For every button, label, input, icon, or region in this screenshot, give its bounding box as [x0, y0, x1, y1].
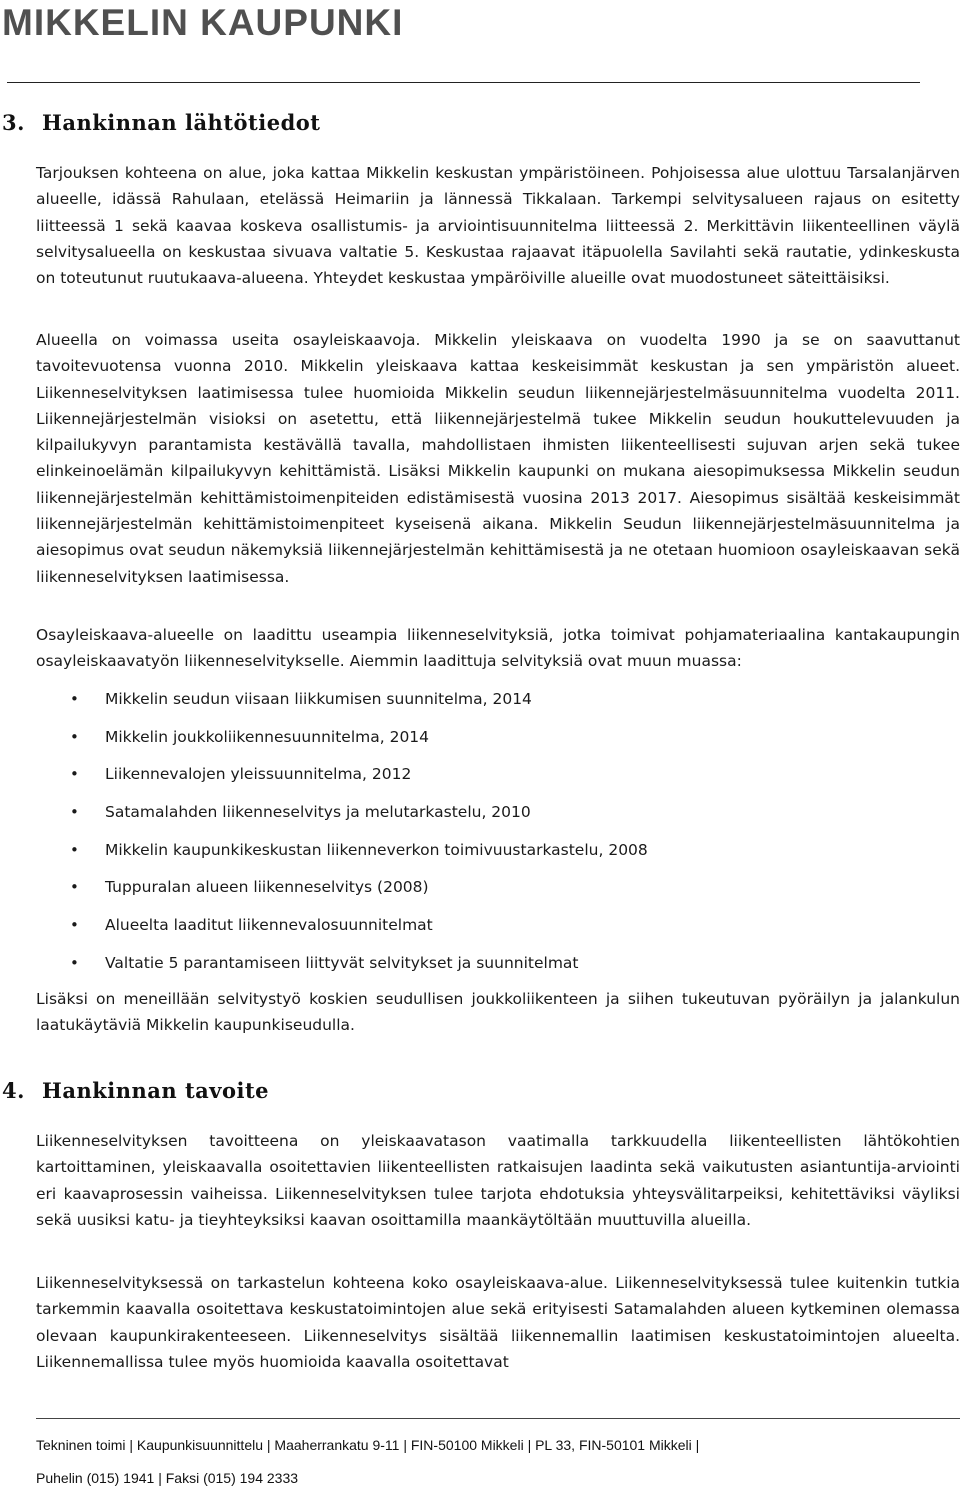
list-item: • Liikennevalojen yleissuunnitelma, 2012: [0, 756, 900, 794]
bullet-icon: •: [70, 840, 79, 859]
paragraph: Liikenneselvityksessä on tarkastelun kohteena koko osayleiskaava-alue. Liikenneselvityksessä tulee kuitenkin tutkia tarkemmin kaavalla osoitettava keskustatoimintojen alue sekä erityisesti Satamalahden alueen kytkeminen olemassa olevaan kaupunkirakenteeseen. Liikenneselvitys sisältää liikennemallin laatimisen keskustatoimintojen alueelta. Liikennemallissa tulee myös huomioida kaavalla osoitettavat: [36, 1274, 960, 1371]
section-4-heading: [2, 1078, 269, 1103]
bullet-icon: •: [70, 690, 79, 708]
section-3-heading: [2, 110, 320, 135]
section-number: 4.: [2, 1078, 25, 1103]
paragraph: Osayleiskaava-alueelle on laadittu useampia liikenneselvityksiä, jotka toimivat pohjamateriaalina kantakaupungin osayleiskaavatyön liikenneselvitykselle. Aiemmin laadittuja selvityksiä ovat muun muassa:: [36, 626, 960, 671]
paragraph: Liikenneselvityksen tavoitteena on yleiskaavatason vaatimalla tarkkuudella liikenteellisten lähtökohtien kartoittaminen, yleiskaavalla osoitettavien liikenteellisten ratkaisujen laadinta sekä vaikutusten asiantuntija-arviointi eri kaavaprosessin vaiheissa. Liikenneselvityksen tulee tarjota ehdotuksia yhteysvälitarpeiksi, kehitettäviksi väyliksi sekä uusiksi katu- ja tieyhteyksiksi kaavan osoittamilla maankäytöltään muuttuvilla alueilla.: [36, 1132, 960, 1229]
list-item: • Mikkelin kaupunkikeskustan liikenneverkon toimivuustarkastelu, 2008: [0, 832, 900, 870]
paragraph: Tarjouksen kohteena on alue, joka kattaa Mikkelin keskustan ympäristöineen. Pohjoisessa alue ulottuu Tarsalanjärven alueelle, idässä Rahulaan, etelässä Heimariin ja lännessä Tikkalaan. Tarkempi selvitysalueen rajaus on esitetty liitteessä 1 sekä kaavaa koskeva osallistumis- ja arviointisuunnitelma liitteessä 2. Merkittävin liikenteellinen väylä selvitysalueella on keskustaa sivuava valtatie 5. Keskustaa rajaavat itäpuolella Savilahti sekä rautatie, ydinkeskusta on toteutunut ruutukaava-alueena. Yhteydet keskustaa ympäröiville alueille ovat muodostuneet säteittäisiksi.: [36, 164, 960, 288]
bullet-icon: •: [70, 727, 79, 746]
bullet-icon: •: [70, 765, 79, 784]
list-item: • Alueelta laaditut liikennevalosuunnitelmat: [0, 907, 900, 945]
list-item: • Mikkelin seudun viisaan liikkumisen suunnitelma, 2014: [0, 681, 900, 719]
bullet-icon: •: [70, 916, 79, 935]
section-title: Hankinnan lähtötiedot: [42, 110, 321, 135]
city-logo: MIKKELIN KAUPUNKI: [2, 2, 404, 43]
section-number: 3.: [2, 110, 25, 135]
bullet-icon: •: [70, 953, 79, 972]
list-item: • Satamalahden liikenneselvitys ja melutarkastelu, 2010: [0, 794, 900, 832]
paragraph: Alueella on voimassa useita osayleiskaavoja. Mikkelin yleiskaava on vuodelta 1990 ja se on saavuttanut tavoitevuotensa vuonna 2010. Mikkelin yleiskaava kattaa keskeisimmät keskustan ja sen ympäristön alueet. Liikenneselvityksen laatimisessa tulee huomioida Mikkelin seudun liikennejärjestelmäsuunnitelma vuodelta 2011. Liikennejärjestelmän visioksi on asetettu, että liikennejärjestelmä tukee Mikkelin seudun houkuttelevuuden ja kilpailukyvyn parantamista kestävällä tavalla, mahdollistaen ihmisten liikenteellisesti sujuvan arjen sekä tukee elinkeinoelämän kilpailukyvyn kehittämistä. Lisäksi Mikkelin kaupunki on mukana aiesopimuksessa Mikkelin seudun liikennejärjestelmän kehittämistoimenpiteiden edistämisestä vuosina 2013 2017. Aiesopimus sisältää keskeisimmät liikennejärjestelmän kehittämistoimenpiteet kyseisenä aikana. Mikkelin Seudun liikennejärjestelmäsuunnitelma ja aiesopimus ovat seudun näkemyksiä liikennejärjestelmän kehittämisestä ja ne otetaan huomioon osayleiskaavan sekä liikenneselvityksen laatimisessa.: [36, 331, 960, 586]
header-divider: [7, 82, 920, 83]
paragraph: Lisäksi on meneillään selvitystyö koskien seudullisen joukkoliikenteen ja siihen tukeutuvan pyöräilyn ja jalankulun laatukäytäviä Mikkelin kaupunkiseudulla.: [36, 990, 960, 1035]
list-item: • Mikkelin joukkoliikennesuunnitelma, 2014: [0, 719, 900, 757]
previous-studies-list: [0, 681, 900, 983]
footer-address: Tekninen toimi | Kaupunkisuunnittelu | Maaherrankatu 9-11 | FIN-50100 Mikkeli | PL 33, FIN-50101 Mikkeli |: [36, 1437, 700, 1453]
bullet-icon: •: [70, 803, 79, 822]
footer-contact: Puhelin (015) 1941 | Faksi (015) 194 2333: [36, 1470, 299, 1486]
bullet-icon: •: [70, 878, 79, 897]
section-title: Hankinnan tavoite: [42, 1078, 270, 1103]
list-item: • Tuppuralan alueen liikenneselvitys (2008): [0, 869, 900, 907]
list-item: • Valtatie 5 parantamiseen liittyvät selvitykset ja suunnitelmat: [0, 945, 900, 983]
footer-divider: [36, 1418, 960, 1419]
